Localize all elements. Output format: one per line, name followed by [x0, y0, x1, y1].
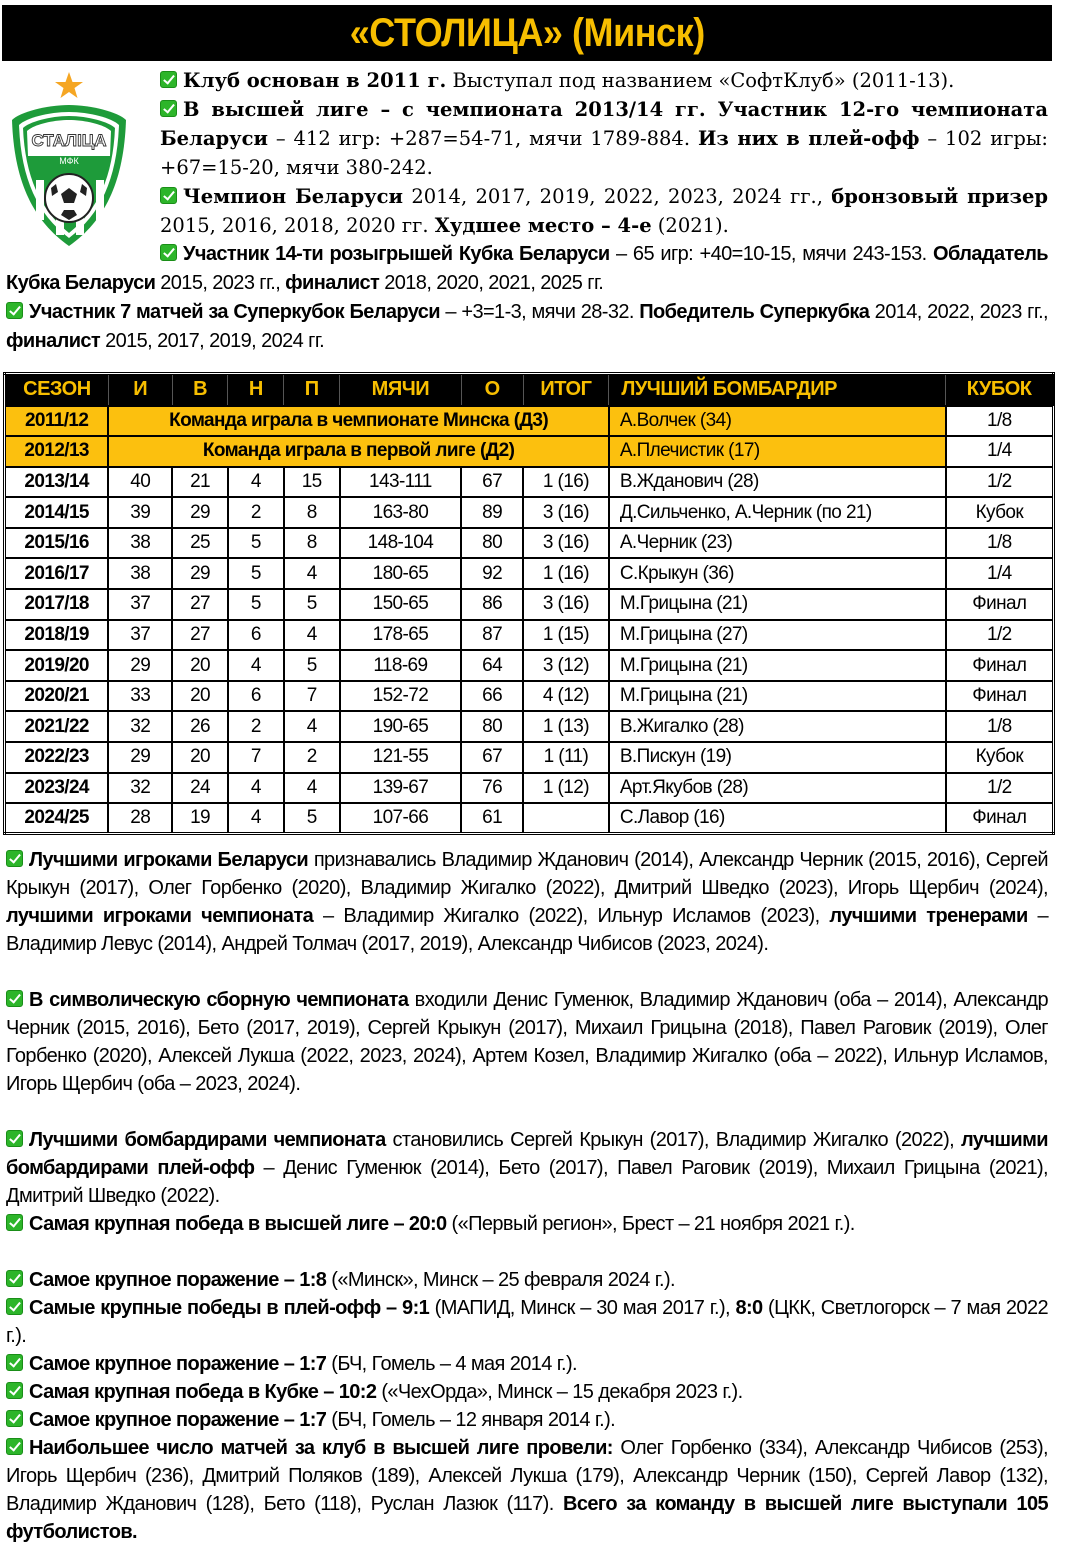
season-cell: 2021/22 — [5, 711, 109, 742]
table-row — [5, 742, 1054, 773]
table-header-row — [5, 374, 1054, 406]
goals-cell: 107-66 — [340, 803, 462, 834]
games-cell: 39 — [108, 497, 172, 528]
result-cell: 1 (13) — [523, 711, 609, 742]
col-wins: В — [172, 374, 228, 406]
wins-cell: 20 — [172, 742, 228, 773]
draws-cell: 5 — [228, 528, 284, 559]
checkbox-icon — [6, 1438, 23, 1455]
table-row — [5, 589, 1054, 620]
draws-cell: 6 — [228, 681, 284, 712]
wins-cell: 20 — [172, 650, 228, 681]
checkbox-icon — [6, 1354, 23, 1371]
points-cell: 67 — [461, 467, 523, 498]
goals-cell: 152-72 — [340, 681, 462, 712]
season-cell: 2012/13 — [5, 436, 109, 467]
star-icon — [55, 72, 83, 98]
result-cell: 1 (11) — [523, 742, 609, 773]
points-cell: 67 — [461, 742, 523, 773]
season-cell: 2015/16 — [5, 528, 109, 559]
cup-cell: 1/4 — [946, 436, 1054, 467]
checkbox-icon — [160, 100, 177, 117]
season-cell: 2014/15 — [5, 497, 109, 528]
goals-cell: 139-67 — [340, 773, 462, 804]
cup-cell: Финал — [946, 650, 1054, 681]
points-cell: 76 — [461, 773, 523, 804]
fact-best-players: Лучшими игроками Беларуси признавались Владимир Жданович (2014), Александр Черник (2015, 2016), Сергей Крыкун (2017), Олег Горбенко (2020), Владимир Жигалко (2022), Дмитрий Шведко (2023), Игорь Щербич (2024), лучшими игроками чемпионата – Владимир Жигалко (2022), Ильнур Исламов (2023), лучшими тренерами – Владимир Левус (2014), Андрей Толмач (2017, 2019), Александр Чибисов (2023, 2024). — [6, 849, 1048, 955]
table-row — [5, 620, 1054, 651]
col-draws: Н — [228, 374, 284, 406]
scorer-cell: М.Грицына (21) — [609, 589, 946, 620]
scorer-cell: Д.Сильченко, А.Черник (по 21) — [609, 497, 946, 528]
cup-cell: Финал — [946, 681, 1054, 712]
cup-cell: 1/2 — [946, 467, 1054, 498]
points-cell: 92 — [461, 558, 523, 589]
scorer-cell: В.Жданович (28) — [609, 467, 946, 498]
scorer-cell: А.Плечистик (17) — [609, 436, 946, 467]
fact-top-scorers: Лучшими бомбардирами чемпионата становились Сергей Крыкун (2017), Владимир Жигалко (2022), лучшими бомбардирами плей-офф – Денис Гуменюк (2014), Бето (2017), Павел Раговик (2019), Михаил Грицына (2021), Дмитрий Шведко (2022). — [6, 1129, 1048, 1207]
losses-cell: 8 — [284, 497, 340, 528]
col-result: ИТОГ — [523, 374, 609, 406]
losses-cell: 7 — [284, 681, 340, 712]
result-cell: 1 (16) — [523, 467, 609, 498]
season-cell: 2018/19 — [5, 620, 109, 651]
draws-cell: 2 — [228, 497, 284, 528]
scorer-cell: В.Жигалко (28) — [609, 711, 946, 742]
result-cell: 3 (16) — [523, 497, 609, 528]
col-top-scorer: ЛУЧШИЙ БОМБАРДИР — [609, 374, 946, 406]
goals-cell: 190-65 — [340, 711, 462, 742]
goals-cell: 163-80 — [340, 497, 462, 528]
league-note-cell: Команда играла в первой лиге (Д2) — [108, 436, 609, 467]
season-cell: 2019/20 — [5, 650, 109, 681]
table-row — [5, 497, 1054, 528]
page-title: «СТОЛИЦА» (Минск) — [349, 10, 705, 55]
goals-cell: 148-104 — [340, 528, 462, 559]
scorer-cell: Арт.Якубов (28) — [609, 773, 946, 804]
season-cell: 2024/25 — [5, 803, 109, 834]
result-cell — [523, 803, 609, 834]
table-row — [5, 711, 1054, 742]
games-cell: 38 — [108, 528, 172, 559]
cup-cell: 1/2 — [946, 773, 1054, 804]
points-cell: 66 — [461, 681, 523, 712]
losses-cell: 4 — [284, 620, 340, 651]
checkbox-icon — [6, 1298, 23, 1315]
points-cell: 80 — [461, 711, 523, 742]
fact-cup-win: Самая крупная победа в Кубке – 10:2 («ЧехОрда», Минск – 15 декабря 2023 г.). — [6, 1378, 1048, 1406]
scorer-cell: С.Лавор (16) — [609, 803, 946, 834]
games-cell: 33 — [108, 681, 172, 712]
wins-cell: 29 — [172, 558, 228, 589]
intro-top-league: В высшей лиге – с чемпионата 2013/14 гг. Участник 12-го чемпионата Беларуси – 412 игр: +287=54-71, мячи 1789-884. Из них в плей-офф – 102 игры: +67=15-20, мячи 380-242. — [160, 98, 1048, 179]
fact-playoff-wins: Самые крупные победы в плей-офф – 9:1 (МАПИД, Минск – 30 мая 2017 г.), 8:0 (ЦКК, Светлогорск – 7 мая 2022 г.). — [6, 1297, 1049, 1347]
cup-cell: 1/8 — [946, 711, 1054, 742]
cup-cell: Кубок — [946, 742, 1054, 773]
draws-cell: 4 — [228, 773, 284, 804]
fact-cup-loss: Самое крупное поражение – 1:7 (БЧ, Гомель – 12 января 2014 г.). — [6, 1406, 1048, 1434]
table-row — [5, 803, 1054, 834]
result-cell: 4 (12) — [523, 681, 609, 712]
intro-supercup: Участник 7 матчей за Суперкубок Беларуси – +3=1-3, мячи 28-32. Победитель Суперкубка 2014, 2022, 2023 гг., финалист 2015, 2017, 2019, 2024 гг. — [6, 301, 1048, 352]
intro-founded: Клуб основан в 2011 г. Выступал под названием «СофтКлуб» (2011-13). — [160, 66, 1050, 95]
table-row — [5, 650, 1054, 681]
checkbox-icon — [160, 244, 177, 261]
season-cell: 2016/17 — [5, 558, 109, 589]
games-cell: 40 — [108, 467, 172, 498]
losses-cell: 8 — [284, 528, 340, 559]
points-cell: 61 — [461, 803, 523, 834]
scorer-cell: М.Грицына (27) — [609, 620, 946, 651]
wins-cell: 25 — [172, 528, 228, 559]
cup-cell: 1/2 — [946, 620, 1054, 651]
checkbox-icon — [6, 302, 23, 319]
season-stats-table — [3, 372, 1055, 835]
svg-text:СТАЛІЦА: СТАЛІЦА — [31, 131, 107, 150]
league-note-cell: Команда играла в чемпионате Минска (Д3) — [108, 406, 609, 437]
goals-cell: 118-69 — [340, 650, 462, 681]
cup-cell: 1/4 — [946, 558, 1054, 589]
scorer-cell: В.Пискун (19) — [609, 742, 946, 773]
intro-champion: Чемпион Беларуси 2014, 2017, 2019, 2022, 2023, 2024 гг., бронзовый призер 2015, 2016, 2018, 2020 гг. Худшее место – 4-е (2021). — [160, 185, 1048, 237]
games-cell: 28 — [108, 803, 172, 834]
wins-cell: 26 — [172, 711, 228, 742]
scorer-cell: С.Крыкун (36) — [609, 558, 946, 589]
draws-cell: 4 — [228, 803, 284, 834]
losses-cell: 5 — [284, 803, 340, 834]
season-cell: 2022/23 — [5, 742, 109, 773]
checkbox-icon — [6, 990, 23, 1007]
fact-playoff-loss: Самое крупное поражение – 1:7 (БЧ, Гомель – 4 мая 2014 г.). — [6, 1350, 1048, 1378]
losses-cell: 4 — [284, 711, 340, 742]
games-cell: 32 — [108, 711, 172, 742]
points-cell: 87 — [461, 620, 523, 651]
scorer-cell: М.Грицына (21) — [609, 650, 946, 681]
draws-cell: 7 — [228, 742, 284, 773]
draws-cell: 4 — [228, 467, 284, 498]
checkbox-icon — [6, 1130, 23, 1147]
checkbox-icon — [6, 1382, 23, 1399]
result-cell: 1 (16) — [523, 558, 609, 589]
losses-cell: 4 — [284, 773, 340, 804]
scorer-cell: М.Грицына (21) — [609, 681, 946, 712]
losses-cell: 15 — [284, 467, 340, 498]
points-cell: 64 — [461, 650, 523, 681]
col-goals: МЯЧИ — [340, 374, 462, 406]
games-cell: 38 — [108, 558, 172, 589]
losses-cell: 2 — [284, 742, 340, 773]
draws-cell: 6 — [228, 620, 284, 651]
checkbox-icon — [6, 1270, 23, 1287]
wins-cell: 19 — [172, 803, 228, 834]
col-points: О — [461, 374, 523, 406]
intro-cup: Участник 14-ти розыгрышей Кубка Беларуси – 65 игр: +40=10-15, мячи 243-153. Обладатель Кубка Беларуси 2015, 2023 гг., финалист 2018, 2020, 2021, 2025 гг. — [6, 243, 1048, 294]
checkbox-icon — [160, 187, 177, 204]
cup-cell: 1/8 — [946, 406, 1054, 437]
cup-cell: Финал — [946, 803, 1054, 834]
fact-symbolic-team: В символическую сборную чемпионата входили Денис Гуменюк, Владимир Жданович (оба – 2014), Александр Черник (2015, 2016), Бето (2017, 2019), Сергей Крыкун (2017), Михаил Грицына (2018), Павел Раговик (2019), Олег Горбенко (2020), Алексей Лукша (2022, 2023, 2024), Артем Козел, Владимир Жигалко (оба – 2022), Ильнур Исламов, Игорь Щербич (оба – 2023, 2024). — [6, 989, 1048, 1095]
goals-cell: 150-65 — [340, 589, 462, 620]
draws-cell: 4 — [228, 650, 284, 681]
games-cell: 37 — [108, 589, 172, 620]
goals-cell: 178-65 — [340, 620, 462, 651]
wins-cell: 21 — [172, 467, 228, 498]
season-cell: 2013/14 — [5, 467, 109, 498]
wins-cell: 20 — [172, 681, 228, 712]
table-row — [5, 436, 1054, 467]
wins-cell: 27 — [172, 620, 228, 651]
col-season: СЕЗОН — [5, 374, 109, 406]
title-bar — [2, 5, 1052, 61]
draws-cell: 5 — [228, 589, 284, 620]
result-cell: 3 (16) — [523, 528, 609, 559]
col-cup: КУБОК — [946, 374, 1054, 406]
fact-biggest-win: Самая крупная победа в высшей лиге – 20:0 («Первый регион», Брест – 21 ноября 2021 г.). — [6, 1210, 1048, 1238]
losses-cell: 5 — [284, 650, 340, 681]
col-games: И — [108, 374, 172, 406]
table-row — [5, 467, 1054, 498]
club-logo — [6, 70, 132, 250]
games-cell: 37 — [108, 620, 172, 651]
season-cell: 2020/21 — [5, 681, 109, 712]
season-cell: 2017/18 — [5, 589, 109, 620]
result-cell: 3 (12) — [523, 650, 609, 681]
wins-cell: 24 — [172, 773, 228, 804]
checkbox-icon — [160, 71, 177, 88]
losses-cell: 4 — [284, 558, 340, 589]
games-cell: 29 — [108, 650, 172, 681]
losses-cell: 5 — [284, 589, 340, 620]
points-cell: 80 — [461, 528, 523, 559]
cup-cell: 1/8 — [946, 528, 1054, 559]
table-row — [5, 558, 1054, 589]
draws-cell: 5 — [228, 558, 284, 589]
result-cell: 1 (12) — [523, 773, 609, 804]
fact-most-matches: Наибольшее число матчей за клуб в высшей лиге провели: Олег Горбенко (334), Александр Чибисов (253), Игорь Щербич (236), Дмитрий Поляков (189), Алексей Лукша (179), Александр Черник (150), Сергей Лавор (132), Владимир Жданович (128), Бето (118), Руслан Лазюк (117). Всего за команду в высшей лиге выступали 105 футболистов. — [6, 1437, 1049, 1543]
draws-cell: 2 — [228, 711, 284, 742]
table-row — [5, 528, 1054, 559]
result-cell: 3 (16) — [523, 589, 609, 620]
goals-cell: 180-65 — [340, 558, 462, 589]
points-cell: 86 — [461, 589, 523, 620]
season-cell: 2011/12 — [5, 406, 109, 437]
fact-biggest-loss: Самое крупное поражение – 1:8 («Минск», Минск – 25 февраля 2024 г.). — [6, 1266, 1048, 1294]
games-cell: 29 — [108, 742, 172, 773]
cup-cell: Кубок — [946, 497, 1054, 528]
points-cell: 89 — [461, 497, 523, 528]
checkbox-icon — [6, 850, 23, 867]
svg-text:МФК: МФК — [59, 156, 79, 166]
checkbox-icon — [6, 1410, 23, 1427]
cup-cell: Финал — [946, 589, 1054, 620]
season-cell: 2023/24 — [5, 773, 109, 804]
table-row — [5, 681, 1054, 712]
table-row — [5, 773, 1054, 804]
checkbox-icon — [6, 1214, 23, 1231]
scorer-cell: А.Волчек (34) — [609, 406, 946, 437]
table-row — [5, 406, 1054, 437]
games-cell: 32 — [108, 773, 172, 804]
wins-cell: 27 — [172, 589, 228, 620]
goals-cell: 143-111 — [340, 467, 462, 498]
col-losses: П — [284, 374, 340, 406]
goals-cell: 121-55 — [340, 742, 462, 773]
result-cell: 1 (15) — [523, 620, 609, 651]
scorer-cell: А.Черник (23) — [609, 528, 946, 559]
wins-cell: 29 — [172, 497, 228, 528]
